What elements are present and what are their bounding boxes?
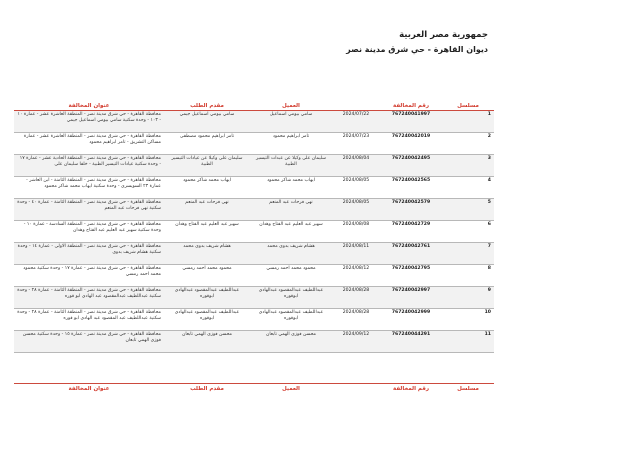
cell-date: 2024/08/28 [332, 309, 380, 331]
cell-client: محسن فوزي الهمي تابعان [250, 331, 332, 353]
cell-reg-no: 767240042579 [380, 199, 442, 221]
cell-serial: 3 [442, 155, 494, 177]
table-row [14, 133, 494, 155]
cell-client: نهى فرحات عبد المنعم [250, 199, 332, 221]
cell-reg-no: 767240042999 [380, 309, 442, 331]
cell-serial: 4 [442, 177, 494, 199]
col-header-address: عنوان المخالفة [14, 101, 164, 111]
cell-date: 2024/08/05 [332, 177, 380, 199]
office-heading: ديوان القاهرة - حي شرق مدينة نصر [346, 45, 488, 54]
cell-applicant: سليمان على وكيلا عن عيادات التيسير الطبية [164, 155, 250, 177]
table-row [14, 199, 494, 221]
cell-date: 2024/07/23 [332, 133, 380, 155]
cell-reg-no: 767240042795 [380, 265, 442, 287]
cell-address: محافظة القاهرة - حي شرق مدينة نصر - المنطقة الثامنة - عمارة ٤٠ - وحدة سكنية نهى فرحات عبد المنعم [14, 199, 164, 221]
footer-serial: مسلسل [442, 384, 494, 394]
cell-serial: 8 [442, 265, 494, 287]
cell-client: هشام شريف بدوي محمد [250, 243, 332, 265]
cell-applicant: عبداللطيف عبدالمقصود عبدالهادي ابوقوره [164, 287, 250, 309]
cell-applicant: محمود محمد احمد رمسي [164, 265, 250, 287]
cell-address: محافظة القاهرة - حي شرق مدينة نصر - المنطقة الثامنة - عمارة ٢٨ - وحدة سكنية عبداللطيف عبد المقصود عبد الهادي ابو قوره [14, 309, 164, 331]
cell-date: 2024/08/28 [332, 287, 380, 309]
cell-address: محافظة القاهرة - حي شرق مدينة نصر - المنطقة الثامنة - عمارة ٢٨ - وحدة سكنية عبداللطيف عبدالمقصود عبد الهادي ابو قوره [14, 287, 164, 309]
cell-reg-no: 767240042019 [380, 133, 442, 155]
cell-reg-no: 767240042495 [380, 155, 442, 177]
cell-applicant: عبداللطيف عبدالمقصود عبدالهادي ابوقوره [164, 309, 250, 331]
cell-date: 2024/07/22 [332, 111, 380, 133]
cell-applicant: تامر ابراهيم محمود مصطفى [164, 133, 250, 155]
cell-reg-no: 767240042761 [380, 243, 442, 265]
cell-applicant: ايهاب محمد شاكر محمود [164, 177, 250, 199]
cell-date: 2024/08/08 [332, 221, 380, 243]
cell-address: محافظة القاهرة - حي شرق مدينة نصر - المنطقة السادسة - عمارة ١٠ - وحدة سكنية سهير عبد العليم عبد الفتاح وهدان [14, 221, 164, 243]
cell-applicant: سامي بيومي اسماعيل جيمي [164, 111, 250, 133]
footer-applicant: مقدم الطلب [164, 384, 250, 394]
table-row [14, 287, 494, 309]
cell-address: محافظة القاهرة - حي شرق مدينة نصر - المنطقة الاولى - عمارة ١٤ - وحدة سكنية هشام شريف بدوي [14, 243, 164, 265]
footer-date [332, 384, 380, 394]
table-row [14, 243, 494, 265]
cell-reg-no: 767240042729 [380, 221, 442, 243]
table-row [14, 265, 494, 287]
cell-date: 2024/08/11 [332, 243, 380, 265]
cell-reg-no: 767240044291 [380, 331, 442, 353]
cell-applicant: محسن فوزي الهمي تابعان [164, 331, 250, 353]
table-row [14, 331, 494, 353]
cell-date: 2024/08/12 [332, 265, 380, 287]
col-header-date [332, 101, 380, 111]
col-header-reg-no: رقم المخالفة [380, 101, 442, 111]
cell-client: محمود محمد احمد رمسي [250, 265, 332, 287]
cell-address: محافظة القاهرة - حي شرق مدينة نصر - المنطقة الحادية عشر - عمارة ١٧ - وحدة سكنية عيادات التيسير الطبية - خلفا سليمان على [14, 155, 164, 177]
cell-applicant: هشام شريف بدوي محمد [164, 243, 250, 265]
cell-address: محافظة القاهرة - حي شرق مدينة نصر - المنطقة الثامنة - ابن العاشر - عمارة ٢٣ السويسري - وحدة سكنية ايهاب محمد شاكر محمود [14, 177, 164, 199]
cell-reg-no: 767240042565 [380, 177, 442, 199]
table-body [14, 111, 494, 353]
cell-client: سليمان على وكيلا عن عبدات التيسير الطبية [250, 155, 332, 177]
cell-client: عبداللطيف عبدالمقصود عبدالهادي ابوقوره [250, 309, 332, 331]
cell-serial: 7 [442, 243, 494, 265]
col-header-applicant: مقدم الطلب [164, 101, 250, 111]
cell-client: ايهاب محمد شاكر محمود [250, 177, 332, 199]
cell-date: 2024/08/04 [332, 155, 380, 177]
cell-applicant: سهير عبد العليم عبد الفتاح وهدان [164, 221, 250, 243]
cell-serial: 11 [442, 331, 494, 353]
cell-date: 2024/09/12 [332, 331, 380, 353]
footer-reg-no: رقم المخالفة [380, 384, 442, 394]
footer-address: عنوان المخالفة [14, 384, 164, 394]
cell-serial: 1 [442, 111, 494, 133]
table-row [14, 111, 494, 133]
cell-address: محافظة القاهرة - حي شرق مدينة نصر - عمارة ١٧ - وحدة سكنية محمود محمد احمد رمسي [14, 265, 164, 287]
cell-serial: 9 [442, 287, 494, 309]
table-row [14, 221, 494, 243]
table-footer-row [14, 384, 494, 394]
footer-client: العميل [250, 384, 332, 394]
cell-reg-no: 767240041997 [380, 111, 442, 133]
table-header-row [14, 101, 494, 111]
cell-serial: 6 [442, 221, 494, 243]
cell-applicant: نهى فرحات عبد المنعم [164, 199, 250, 221]
col-header-client: العميل [250, 101, 332, 111]
table-row [14, 177, 494, 199]
violations-table [14, 101, 494, 393]
cell-client: سامي بيومي اسماعيل [250, 111, 332, 133]
cell-client: تامر ابراهيم محمود [250, 133, 332, 155]
cell-address: محافظة القاهرة - حي شرق مدينة نصر - المنطقة العاشرة عشر - عمارة ١٠ - ١٠٣ - وحدة سكنية سامي بيومي اسماعيل جيمي [14, 111, 164, 133]
cell-client: سهير عبد العليم عبد الفتاح وهدان [250, 221, 332, 243]
country-heading: جمهورية مصر العربية [399, 30, 488, 40]
table-row [14, 309, 494, 331]
cell-address: محافظة القاهرة - حي شرق مدينة نصر - عمارة ١٥ - وحدة سكنية محسن فوزي الهمي تابعان [14, 331, 164, 353]
cell-serial: 2 [442, 133, 494, 155]
cell-client: عبداللطيف عبدالمقصود عبدالهادي ابوقوره [250, 287, 332, 309]
col-header-serial: مسلسل [442, 101, 494, 111]
cell-reg-no: 767240042997 [380, 287, 442, 309]
cell-date: 2024/08/05 [332, 199, 380, 221]
cell-address: محافظة القاهرة - حي شرق مدينة نصر - المنطقة العاشرة عشر - عمارة مساكن التشريق - تامر ابراهيم محمود [14, 133, 164, 155]
cell-serial: 10 [442, 309, 494, 331]
cell-serial: 5 [442, 199, 494, 221]
table-row [14, 155, 494, 177]
